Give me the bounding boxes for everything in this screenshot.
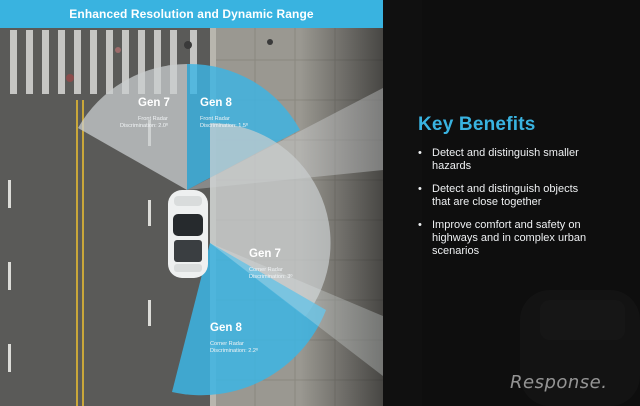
bullet-icon: • (418, 219, 422, 231)
front-gen7-discrimination: Discrimination: 2.0º (120, 123, 169, 129)
benefit-item (418, 183, 588, 209)
benefit-item (418, 219, 588, 258)
page-title-text: Enhanced Resolution and Dynamic Range (69, 7, 314, 21)
page-title (0, 0, 383, 28)
front-gen8-label: Gen 8 (200, 97, 232, 109)
benefit-text: Improve comfort and safety on highways and in complex urban scenarios (432, 219, 587, 257)
front-gen7-type: Front Radar (138, 116, 168, 122)
vehicle (168, 190, 208, 278)
benefit-text: Detect and distinguish smaller hazards (432, 147, 579, 172)
benefit-text: Detect and distinguish objects that are close together (432, 183, 579, 208)
corner-gen8-label: Gen 8 (210, 322, 242, 334)
corner-gen8-type: Corner Radar (210, 341, 244, 347)
front-gen8-type: Front Radar (200, 116, 230, 122)
corner-gen8-discrimination: Discrimination: 2.2º (210, 348, 259, 354)
front-gen8-discrimination: Discrimination: 1.5º (200, 123, 249, 129)
response-watermark: Response. (510, 372, 608, 393)
bullet-icon: • (418, 147, 422, 159)
key-benefits-list (418, 147, 588, 268)
front-gen7-label: Gen 7 (138, 97, 170, 109)
benefit-item (418, 147, 588, 173)
key-benefits-title: Key Benefits (418, 114, 536, 135)
corner-gen7-discrimination: Discrimination: 3º (249, 274, 293, 280)
corner-gen7-label: Gen 7 (249, 248, 281, 260)
bullet-icon: • (418, 183, 422, 195)
corner-gen7-type: Corner Radar (249, 267, 283, 273)
